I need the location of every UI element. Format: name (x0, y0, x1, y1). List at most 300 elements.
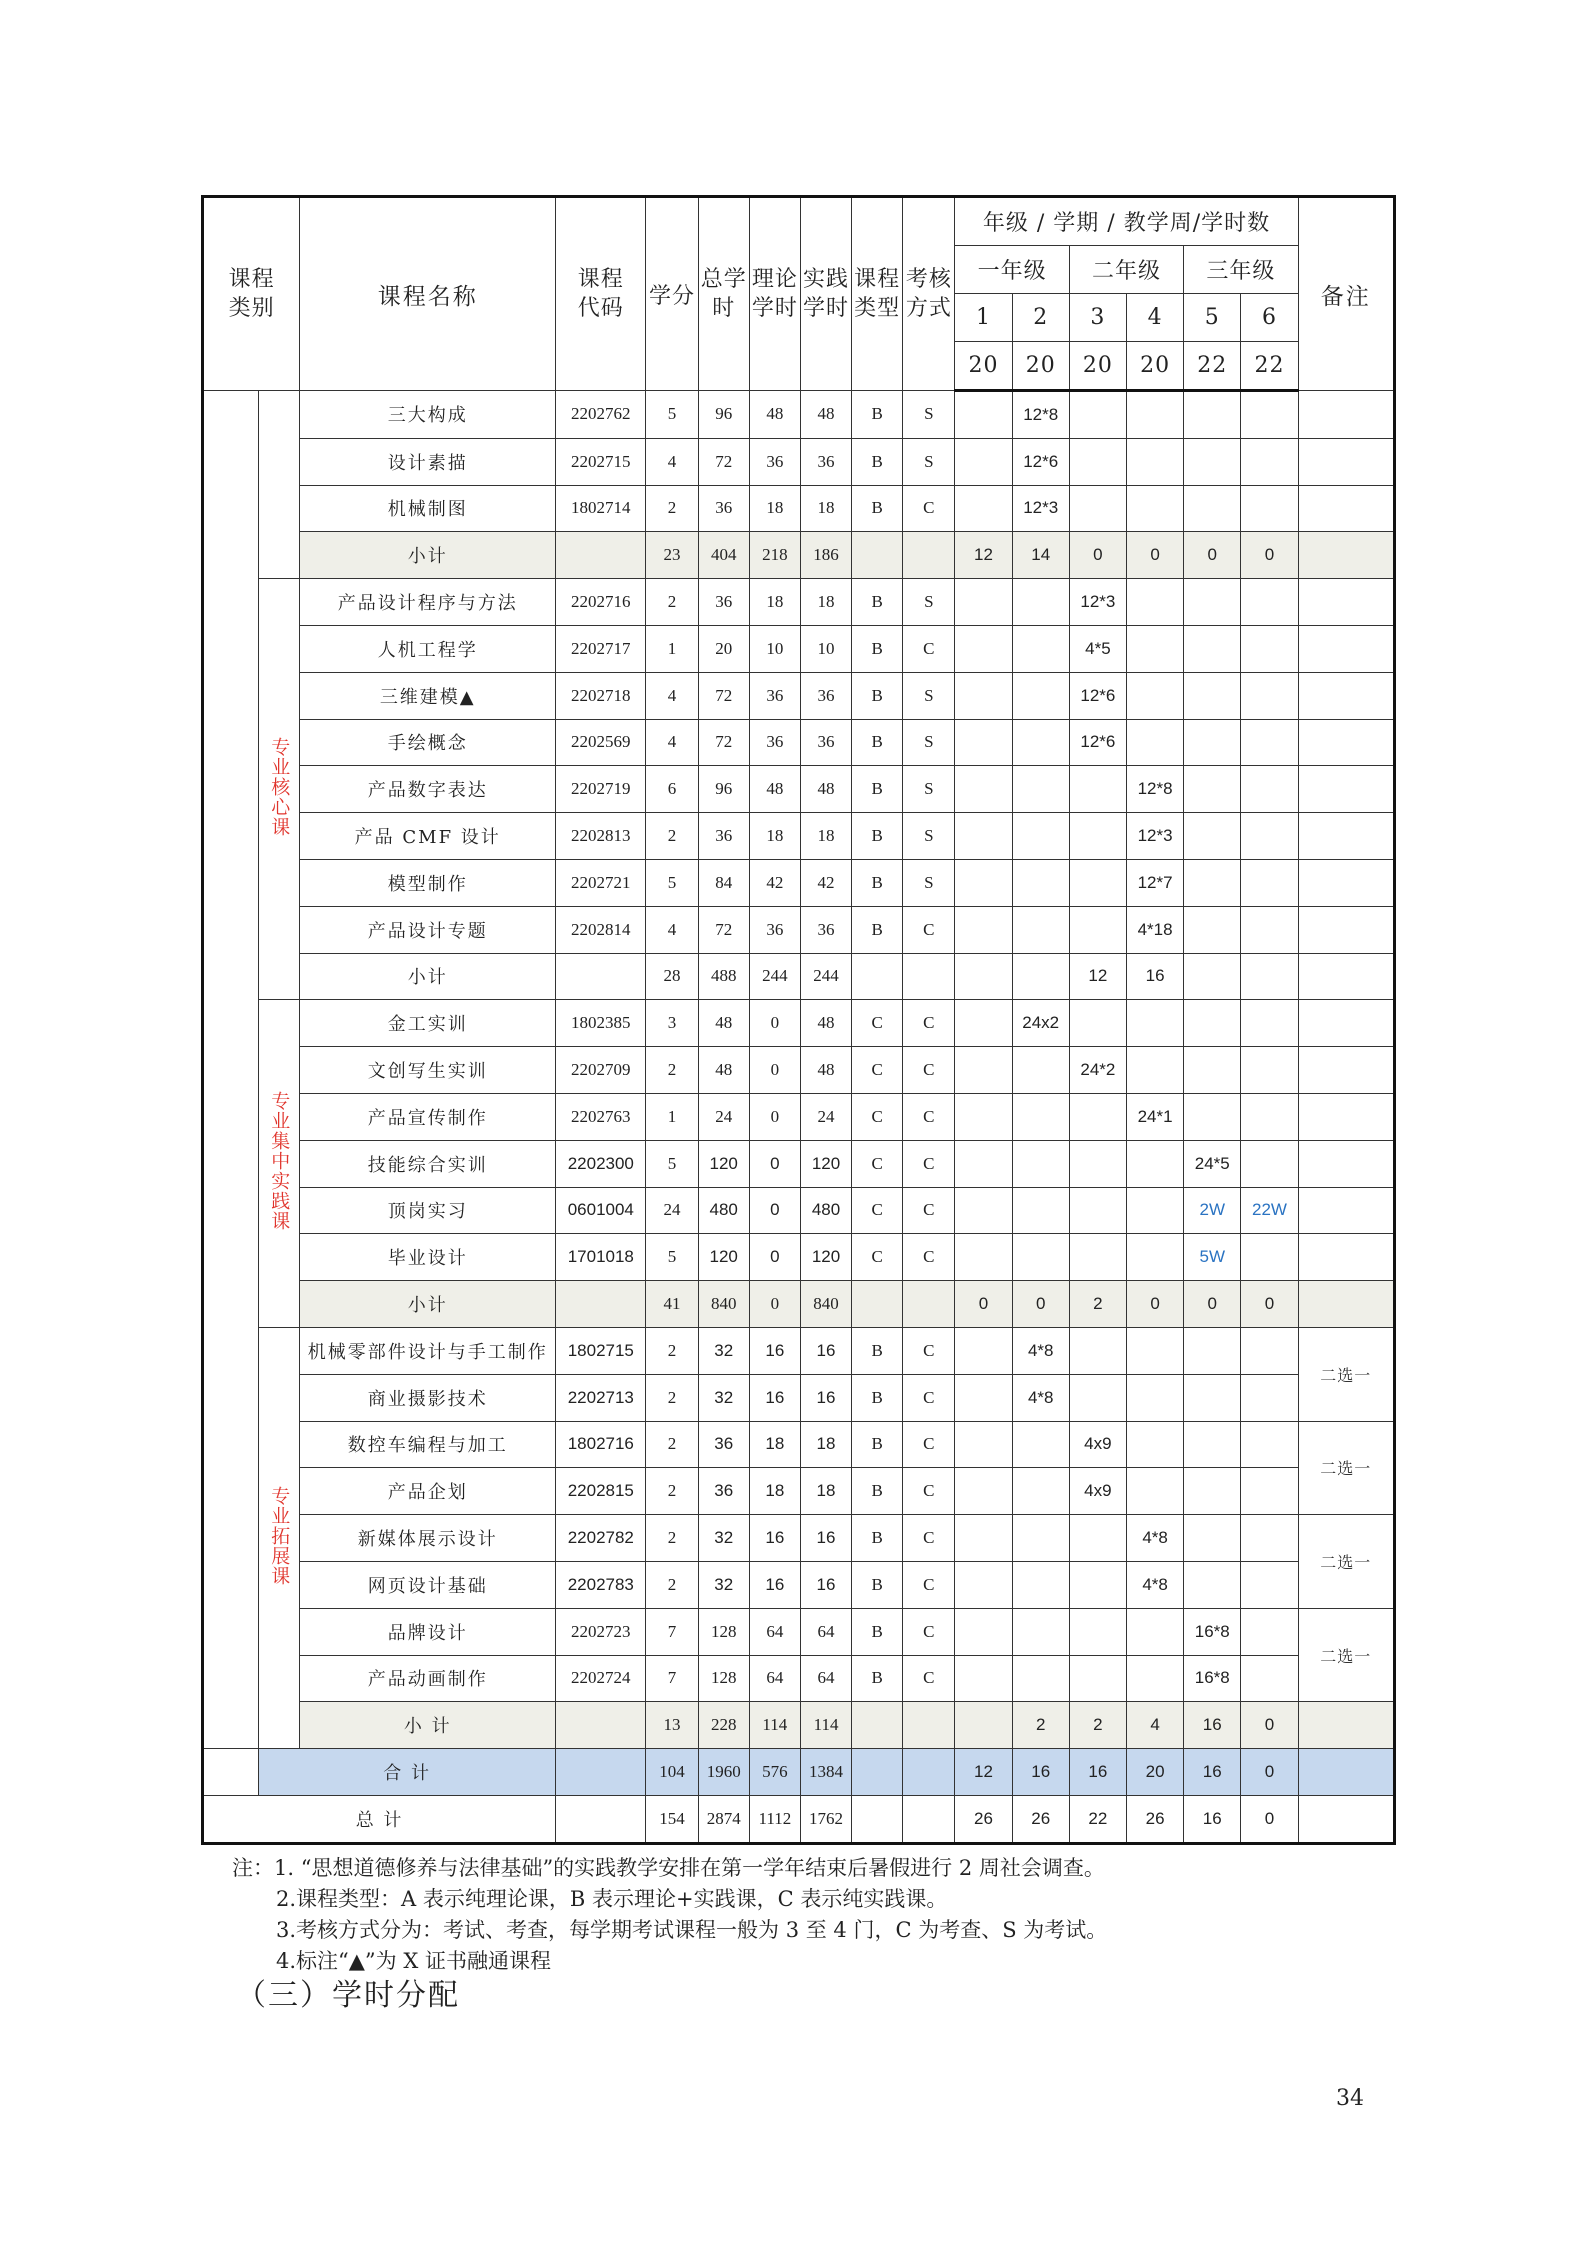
course-credit: 24 (646, 1187, 698, 1234)
combined-total-code (556, 1749, 646, 1796)
course-credit: 13 (646, 1702, 698, 1749)
remark-cell (1298, 719, 1394, 766)
semester-hours (1241, 1327, 1298, 1374)
course-practice: 24 (800, 1093, 851, 1140)
course-code: 2202814 (556, 906, 646, 953)
semester-hours (1241, 1515, 1298, 1562)
course-code: 2202721 (556, 859, 646, 906)
header-grade-1: 一年级 (955, 246, 1069, 294)
note-2: 2.课程类型：A 表示纯理论课，B 表示理论+实践课，C 表示纯实践课。 (276, 1887, 948, 1911)
grand-total-label: 总 计 (203, 1795, 556, 1843)
header-semester: 2 (1012, 294, 1069, 342)
course-code (556, 532, 646, 579)
semester-hours (1012, 1468, 1069, 1515)
header-category: 课程 类别 (203, 197, 300, 391)
course-assessment: C (903, 1468, 955, 1515)
grand-total-credit: 154 (646, 1795, 698, 1843)
semester-hours: 12*6 (1069, 672, 1126, 719)
semester-hours (1012, 1515, 1069, 1562)
curriculum-table (201, 195, 1396, 1845)
semester-hours: 2 (1069, 1702, 1126, 1749)
grand-total-semester: 26 (955, 1795, 1012, 1843)
header-weeks: 20 (1012, 342, 1069, 391)
course-practice: 48 (800, 1047, 851, 1094)
semester-hours (955, 1468, 1012, 1515)
course-assessment: C (903, 1047, 955, 1094)
semester-hours (1241, 719, 1298, 766)
semester-hours (1184, 719, 1241, 766)
semester-hours: 4*8 (1012, 1327, 1069, 1374)
course-assessment: C (903, 1327, 955, 1374)
course-theory: 42 (749, 859, 800, 906)
course-credit: 5 (646, 1140, 698, 1187)
course-assessment: C (903, 1561, 955, 1608)
grand-total-total: 2874 (698, 1795, 749, 1843)
course-credit: 2 (646, 1374, 698, 1421)
semester-hours (1241, 485, 1298, 532)
remark-cell (1298, 391, 1394, 439)
remark-cell (1298, 813, 1394, 860)
course-type: B (852, 719, 903, 766)
semester-hours: 16 (1184, 1702, 1241, 1749)
semester-hours (1241, 1047, 1298, 1094)
remark-cell (1298, 953, 1394, 1000)
note-4: 4.标注“▲”为 X 证书融通课程 (276, 1949, 551, 1973)
course-credit: 4 (646, 906, 698, 953)
course-practice: 18 (800, 1421, 851, 1468)
semester-hours (1069, 438, 1126, 485)
semester-hours (1126, 391, 1183, 439)
semester-hours (1241, 1421, 1298, 1468)
semester-hours (1184, 438, 1241, 485)
remark-cell (1298, 1281, 1394, 1328)
course-theory: 0 (749, 1234, 800, 1281)
course-total: 96 (698, 391, 749, 439)
course-total: 36 (698, 485, 749, 532)
semester-hours (1241, 1140, 1298, 1187)
course-type: B (852, 1327, 903, 1374)
semester-hours (1126, 485, 1183, 532)
course-name: 商业摄影技术 (300, 1374, 556, 1421)
course-code: 1802716 (556, 1421, 646, 1468)
semester-hours: 0 (1241, 532, 1298, 579)
course-name: 机械制图 (300, 485, 556, 532)
table-row (203, 1187, 1395, 1234)
course-total: 24 (698, 1093, 749, 1140)
course-code: 2202715 (556, 438, 646, 485)
course-name: 机械零部件设计与手工制作 (300, 1327, 556, 1374)
course-theory: 16 (749, 1374, 800, 1421)
semester-hours (1241, 906, 1298, 953)
course-code: 2202300 (556, 1140, 646, 1187)
semester-hours (955, 1093, 1012, 1140)
grand-total-row (203, 1795, 1395, 1843)
semester-hours (1069, 1093, 1126, 1140)
course-theory: 48 (749, 391, 800, 439)
semester-hours (1126, 1327, 1183, 1374)
course-total: 36 (698, 1468, 749, 1515)
course-assessment: C (903, 1515, 955, 1562)
semester-hours (1184, 766, 1241, 813)
course-theory: 16 (749, 1515, 800, 1562)
course-total: 84 (698, 859, 749, 906)
table-row (203, 1655, 1395, 1702)
course-theory: 0 (749, 1047, 800, 1094)
course-practice: 114 (800, 1702, 851, 1749)
semester-hours (955, 1187, 1012, 1234)
course-code: 2202763 (556, 1093, 646, 1140)
subtotal-row (203, 1702, 1395, 1749)
header-weeks: 20 (955, 342, 1012, 391)
course-credit: 2 (646, 485, 698, 532)
semester-hours (955, 438, 1012, 485)
course-name: 三维建模▲ (300, 672, 556, 719)
semester-hours (1012, 1421, 1069, 1468)
course-total: 120 (698, 1140, 749, 1187)
remark-cell (1298, 1234, 1394, 1281)
course-practice: 18 (800, 1468, 851, 1515)
course-code: 2202718 (556, 672, 646, 719)
course-theory: 0 (749, 1281, 800, 1328)
semester-hours: 2 (1012, 1702, 1069, 1749)
course-theory: 18 (749, 813, 800, 860)
course-total: 96 (698, 766, 749, 813)
course-code: 2202719 (556, 766, 646, 813)
course-type: B (852, 438, 903, 485)
category-blank (203, 1749, 259, 1796)
course-name: 技能综合实训 (300, 1140, 556, 1187)
semester-hours (955, 813, 1012, 860)
remark-cell (1298, 485, 1394, 532)
semester-hours (1241, 953, 1298, 1000)
course-name: 小 计 (300, 1702, 556, 1749)
semester-hours (1126, 1421, 1183, 1468)
course-type: B (852, 766, 903, 813)
semester-hours (1241, 1234, 1298, 1281)
remark-choice: 二选一 (1298, 1515, 1394, 1609)
course-theory: 36 (749, 719, 800, 766)
course-name: 顶岗实习 (300, 1187, 556, 1234)
course-name: 产品数字表达 (300, 766, 556, 813)
course-practice: 48 (800, 1000, 851, 1047)
category-label: 专业拓展课 (268, 1485, 291, 1586)
semester-hours (1184, 813, 1241, 860)
table-row (203, 719, 1395, 766)
semester-hours (1069, 1327, 1126, 1374)
course-practice: 16 (800, 1374, 851, 1421)
course-total: 120 (698, 1234, 749, 1281)
course-type: B (852, 1515, 903, 1562)
header-semester: 5 (1184, 294, 1241, 342)
semester-hours (1184, 953, 1241, 1000)
semester-hours (1012, 1187, 1069, 1234)
course-assessment: C (903, 1140, 955, 1187)
course-credit: 5 (646, 1234, 698, 1281)
course-code: 1802715 (556, 1327, 646, 1374)
course-assessment: C (903, 625, 955, 672)
semester-hours (1012, 625, 1069, 672)
semester-hours (1012, 1561, 1069, 1608)
course-credit: 3 (646, 1000, 698, 1047)
grand-total-semester: 16 (1184, 1795, 1241, 1843)
semester-hours: 4*8 (1126, 1515, 1183, 1562)
course-assessment: C (903, 1374, 955, 1421)
course-credit: 2 (646, 1327, 698, 1374)
semester-hours: 12*8 (1012, 391, 1069, 439)
semester-hours (1241, 1093, 1298, 1140)
semester-hours: 0 (1126, 532, 1183, 579)
course-assessment (903, 1702, 955, 1749)
course-type: B (852, 859, 903, 906)
semester-hours (1126, 719, 1183, 766)
table-row (203, 1000, 1395, 1047)
course-name: 产品设计程序与方法 (300, 579, 556, 626)
course-total: 20 (698, 625, 749, 672)
semester-hours (1012, 1234, 1069, 1281)
semester-hours (1126, 1047, 1183, 1094)
header-weeks: 22 (1241, 342, 1298, 391)
semester-hours (1069, 1608, 1126, 1655)
course-practice: 42 (800, 859, 851, 906)
course-practice: 36 (800, 719, 851, 766)
table-row (203, 1561, 1395, 1608)
semester-hours (955, 391, 1012, 439)
course-type: B (852, 625, 903, 672)
course-practice: 18 (800, 813, 851, 860)
semester-hours (955, 1655, 1012, 1702)
course-name: 金工实训 (300, 1000, 556, 1047)
course-name: 小计 (300, 953, 556, 1000)
grand-total-theory: 1112 (749, 1795, 800, 1843)
course-type: B (852, 1374, 903, 1421)
semester-hours: 0 (955, 1281, 1012, 1328)
semester-hours (1184, 1000, 1241, 1047)
course-assessment (903, 953, 955, 1000)
course-practice: 36 (800, 438, 851, 485)
semester-hours (1184, 1047, 1241, 1094)
header-theory-hours: 理论 学时 (749, 197, 800, 391)
course-practice: 16 (800, 1327, 851, 1374)
combined-total-credit: 104 (646, 1749, 698, 1796)
course-type: B (852, 579, 903, 626)
remark-cell (1298, 532, 1394, 579)
course-theory: 64 (749, 1608, 800, 1655)
remark-cell (1298, 859, 1394, 906)
combined-total-semester: 16 (1184, 1749, 1241, 1796)
combined-total-semester: 0 (1241, 1749, 1298, 1796)
semester-hours (1012, 859, 1069, 906)
semester-hours (1069, 1515, 1126, 1562)
semester-hours (1012, 766, 1069, 813)
course-code (556, 1702, 646, 1749)
course-total: 32 (698, 1561, 749, 1608)
semester-hours (1184, 672, 1241, 719)
category-core (259, 579, 300, 1000)
semester-hours (1012, 813, 1069, 860)
table-row (203, 1047, 1395, 1094)
course-total: 128 (698, 1655, 749, 1702)
semester-hours: 24*5 (1184, 1140, 1241, 1187)
course-total: 32 (698, 1515, 749, 1562)
course-credit: 7 (646, 1608, 698, 1655)
remark-cell (1298, 1000, 1394, 1047)
remark-choice: 二选一 (1298, 1608, 1394, 1702)
semester-hours: 4x9 (1069, 1468, 1126, 1515)
semester-hours (1126, 1655, 1183, 1702)
course-practice: 18 (800, 485, 851, 532)
remark-cell (1298, 1702, 1394, 1749)
course-code: 1802714 (556, 485, 646, 532)
category-label: 专业核心课 (268, 736, 291, 837)
combined-total-semester: 12 (955, 1749, 1012, 1796)
course-type: B (852, 1608, 903, 1655)
semester-hours (1126, 1187, 1183, 1234)
course-assessment: S (903, 579, 955, 626)
semester-hours: 0 (1126, 1281, 1183, 1328)
semester-hours: 0 (1184, 1281, 1241, 1328)
course-name: 小计 (300, 1281, 556, 1328)
course-credit: 1 (646, 1093, 698, 1140)
course-type: C (852, 1187, 903, 1234)
course-code: 2202762 (556, 391, 646, 439)
semester-hours (1184, 485, 1241, 532)
course-total: 32 (698, 1374, 749, 1421)
course-total: 32 (698, 1327, 749, 1374)
semester-hours (1241, 1468, 1298, 1515)
semester-hours: 4*18 (1126, 906, 1183, 953)
course-type: B (852, 672, 903, 719)
semester-hours (1126, 1000, 1183, 1047)
remark-cell (1298, 766, 1394, 813)
semester-hours (1184, 906, 1241, 953)
semester-hours: 24x2 (1012, 1000, 1069, 1047)
table-row (203, 1140, 1395, 1187)
category-blank (203, 391, 259, 1749)
course-code: 2202713 (556, 1374, 646, 1421)
semester-hours (1184, 1561, 1241, 1608)
semester-hours (955, 1421, 1012, 1468)
combined-total-label: 合 计 (259, 1749, 556, 1796)
semester-hours (1241, 1561, 1298, 1608)
grand-total-semester: 26 (1126, 1795, 1183, 1843)
course-total: 36 (698, 1421, 749, 1468)
remark-cell (1298, 1093, 1394, 1140)
semester-hours: 0 (1184, 532, 1241, 579)
course-name: 人机工程学 (300, 625, 556, 672)
grand-total-code (556, 1795, 646, 1843)
course-type: B (852, 1561, 903, 1608)
course-name: 文创写生实训 (300, 1047, 556, 1094)
grand-total-assess (903, 1795, 955, 1843)
course-credit: 5 (646, 391, 698, 439)
course-total: 488 (698, 953, 749, 1000)
course-assessment: S (903, 719, 955, 766)
semester-hours: 16 (1126, 953, 1183, 1000)
course-code: 1701018 (556, 1234, 646, 1281)
semester-hours (1012, 1140, 1069, 1187)
course-type: C (852, 1047, 903, 1094)
course-assessment: S (903, 859, 955, 906)
course-theory: 36 (749, 906, 800, 953)
course-credit: 2 (646, 579, 698, 626)
semester-hours (1069, 859, 1126, 906)
course-code: 2202569 (556, 719, 646, 766)
semester-hours (1012, 579, 1069, 626)
semester-hours (1126, 1468, 1183, 1515)
course-name: 产品 CMF 设计 (300, 813, 556, 860)
course-credit: 4 (646, 672, 698, 719)
semester-hours (1069, 1187, 1126, 1234)
semester-hours (1126, 625, 1183, 672)
semester-hours (1126, 579, 1183, 626)
semester-hours: 24*1 (1126, 1093, 1183, 1140)
course-credit: 2 (646, 813, 698, 860)
course-code: 0601004 (556, 1187, 646, 1234)
semester-hours (1069, 766, 1126, 813)
course-credit: 23 (646, 532, 698, 579)
header-practice-hours: 实践 学时 (800, 197, 851, 391)
table-row (203, 625, 1395, 672)
semester-hours (1184, 1374, 1241, 1421)
grand-total-type (852, 1795, 903, 1843)
semester-hours (955, 485, 1012, 532)
course-code: 2202815 (556, 1468, 646, 1515)
semester-hours (1012, 719, 1069, 766)
semester-hours: 16*8 (1184, 1655, 1241, 1702)
course-credit: 28 (646, 953, 698, 1000)
table-row (203, 1421, 1395, 1468)
section-title: （三）学时分配 (236, 1978, 460, 2013)
semester-hours (955, 672, 1012, 719)
semester-hours (1069, 1000, 1126, 1047)
course-name: 新媒体展示设计 (300, 1515, 556, 1562)
course-assessment (903, 1281, 955, 1328)
course-practice: 18 (800, 579, 851, 626)
semester-hours: 24*2 (1069, 1047, 1126, 1094)
semester-hours (1126, 438, 1183, 485)
combined-total-practice: 1384 (800, 1749, 851, 1796)
course-type: B (852, 485, 903, 532)
course-credit: 6 (646, 766, 698, 813)
semester-hours (1184, 1468, 1241, 1515)
semester-hours (955, 1047, 1012, 1094)
course-name: 三大构成 (300, 391, 556, 439)
semester-hours: 12*8 (1126, 766, 1183, 813)
course-theory: 18 (749, 485, 800, 532)
table-row (203, 906, 1395, 953)
course-practice: 48 (800, 766, 851, 813)
course-type (852, 532, 903, 579)
category-blank (259, 391, 300, 579)
combined-total-row (203, 1749, 1395, 1796)
course-theory: 114 (749, 1702, 800, 1749)
semester-hours (1184, 1327, 1241, 1374)
note-1: 注：1. “思想道德修养与法律基础”的实践教学安排在第一学年结束后暑假进行 2 周社会调查。 (232, 1856, 1105, 1880)
course-name: 设计素描 (300, 438, 556, 485)
semester-hours (1069, 391, 1126, 439)
course-type: B (852, 1655, 903, 1702)
course-theory: 64 (749, 1655, 800, 1702)
semester-hours (955, 1561, 1012, 1608)
combined-total-total: 1960 (698, 1749, 749, 1796)
course-credit: 4 (646, 719, 698, 766)
combined-total-semester: 20 (1126, 1749, 1183, 1796)
semester-hours: 4 (1126, 1702, 1183, 1749)
semester-hours (1069, 1374, 1126, 1421)
course-name: 手绘概念 (300, 719, 556, 766)
course-name: 品牌设计 (300, 1608, 556, 1655)
course-code: 2202724 (556, 1655, 646, 1702)
